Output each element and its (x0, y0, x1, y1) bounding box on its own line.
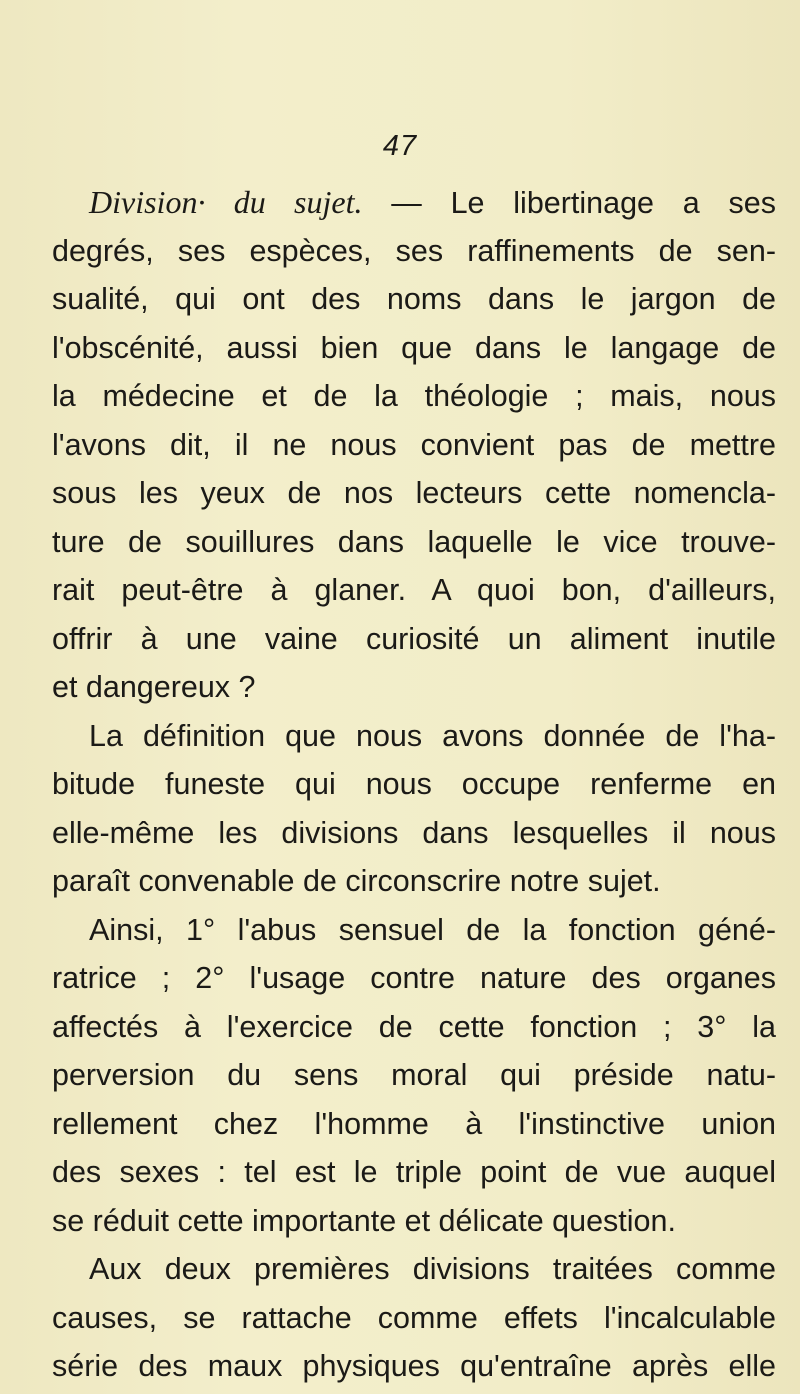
text-line: l'obscénité, aussi bien que dans le langage de (52, 330, 776, 365)
text-line: rait peut-être à glaner. A quoi bon, d'ailleurs, (52, 573, 776, 607)
text-line: perversion du sens moral qui préside natu- (52, 1058, 776, 1092)
text-line-content: — Le libertinage a ses (362, 186, 776, 220)
text-line: rellement chez l'homme à l'instinctive union (52, 1106, 776, 1141)
text-line: degrés, ses espèces, ses raffinements de sen- (52, 233, 776, 268)
text-line: série des maux physiques qu'entraîne après elle (52, 1349, 776, 1383)
body-text (52, 178, 776, 1391)
text-line: offrir à une vaine curiosité un aliment inutile (52, 621, 776, 656)
text-line: bitude funeste qui nous occupe renferme en (52, 767, 776, 801)
section-heading: Division· du sujet. (89, 184, 363, 220)
text-line: et dangereux ? (52, 670, 256, 704)
text-line: des sexes : tel est le triple point de vue auquel (52, 1155, 776, 1189)
text-line: sous les yeux de nos lecteurs cette nomencla- (52, 476, 776, 510)
text-line (52, 178, 776, 227)
text-line: Aux deux premières divisions traitées comme (89, 1252, 776, 1286)
paragraph (52, 178, 776, 712)
text-line: paraît convenable de circonscrire notre sujet. (52, 864, 661, 898)
paragraph (52, 906, 776, 1246)
text-line: elle-même les divisions dans lesquelles il nous (52, 815, 776, 850)
text-line: la médecine et de la théologie ; mais, nous (52, 379, 776, 413)
text-line: La définition que nous avons donnée de l'ha- (89, 718, 776, 753)
text-line: sualité, qui ont des noms dans le jargon de (52, 282, 776, 316)
paragraph (52, 712, 776, 906)
text-line: ratrice ; 2° l'usage contre nature des organes (52, 961, 776, 995)
text-line: se réduit cette importante et délicate question. (52, 1203, 676, 1238)
paragraph (52, 1245, 776, 1391)
text-line: affectés à l'exercice de cette fonction ; 3° la (52, 1009, 776, 1044)
text-line: ture de souillures dans laquelle le vice trouve- (52, 524, 776, 559)
text-line: l'avons dit, il ne nous convient pas de mettre (52, 427, 776, 462)
text-line: causes, se rattache comme effets l'incalculable (52, 1300, 776, 1335)
text-line: Ainsi, 1° l'abus sensuel de la fonction géné- (89, 912, 776, 947)
page-number: 47 (382, 130, 418, 162)
